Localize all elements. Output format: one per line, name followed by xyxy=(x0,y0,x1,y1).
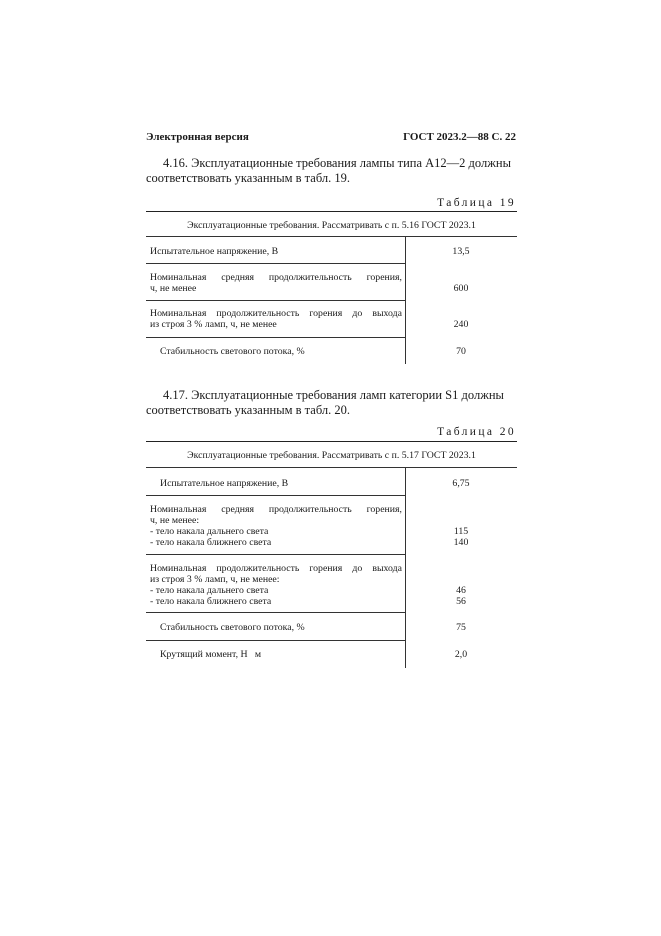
table-20-header: Эксплуатационные требования. Рассматривать с п. 5.17 ГОСТ 2023.1 xyxy=(187,450,476,461)
table-20-row5-value: 2,0 xyxy=(454,649,468,660)
table-20-row-separator xyxy=(146,554,405,555)
table-20-top-rule xyxy=(146,441,517,442)
table-20-row2-label-line2: ч, не менее: xyxy=(150,515,200,526)
table-20-row2-label-line3: - тело накала дальнего света xyxy=(150,526,269,537)
table-20-row3-value1: 46 xyxy=(456,585,466,596)
table-20-row2-label-line4: - тело накала ближнего света xyxy=(150,537,272,548)
table-20-caption: Таблица 20 xyxy=(437,426,516,438)
table-20-row-separator xyxy=(146,495,405,496)
table-20-row4-label: Стабильность светового потока, % xyxy=(160,622,305,633)
table-20-row3-label-line2: из строя 3 % ламп, ч, не менее: xyxy=(150,574,280,585)
paragraph-4-17-line1: 4.17. Эксплуатационные требования ламп категории S1 должны xyxy=(163,388,504,402)
header-right: ГОСТ 2023.2—88 С. 22 xyxy=(403,131,516,143)
table-20-row2-label-line1: Номинальная средняя продолжительность горения, xyxy=(150,504,402,515)
table-19-header: Эксплуатационные требования. Рассматривать с п. 5.16 ГОСТ 2023.1 xyxy=(187,220,476,231)
table-19-row4-value: 70 xyxy=(456,346,466,357)
table-20-row2-label xyxy=(150,504,402,548)
table-19-header-rule xyxy=(146,236,517,237)
table-19-row2-value: 600 xyxy=(453,283,469,294)
table-20-row5-label: Крутящий момент, Н м xyxy=(160,649,262,660)
table-20-row3-label-line1: Номинальная продолжительность горения до выхода xyxy=(150,563,402,574)
table-20-row4-value: 75 xyxy=(456,622,466,633)
table-20-row2-value1: 115 xyxy=(453,526,469,537)
table-20-row1-label: Испытательное напряжение, В xyxy=(160,478,289,489)
paragraph-4-16 xyxy=(146,156,516,186)
table-20-row3-label-line4: - тело накала ближнего света xyxy=(150,596,272,607)
table-19-row4-label: Стабильность светового потока, % xyxy=(160,346,305,357)
table-19-row-separator xyxy=(146,300,405,301)
table-19-row-separator xyxy=(146,263,405,264)
table-20-header-rule xyxy=(146,467,517,468)
table-19-top-rule xyxy=(146,211,517,212)
table-19-row1-label: Испытательное напряжение, В xyxy=(150,246,279,257)
table-20-row3-label-line3: - тело накала дальнего света xyxy=(150,585,269,596)
table-19-row1-value: 13,5 xyxy=(452,246,470,257)
table-20-row3-value2: 56 xyxy=(456,596,466,607)
paragraph-4-16-line1: 4.16. Эксплуатационные требования лампы типа А12—2 должны xyxy=(163,156,511,170)
table-20-row2-value2: 140 xyxy=(453,537,469,548)
table-19-caption: Таблица 19 xyxy=(437,197,516,209)
paragraph-4-16-line2: соответствовать указанным в табл. 19. xyxy=(146,171,350,185)
paragraph-4-17-line2: соответствовать указанным в табл. 20. xyxy=(146,403,350,417)
header-left: Электронная версия xyxy=(146,131,249,143)
paragraph-4-17 xyxy=(146,388,516,418)
table-19-row3-value: 240 xyxy=(453,319,469,330)
table-20-row1-value: 6,75 xyxy=(452,478,470,489)
table-19-row-separator xyxy=(146,337,405,338)
table-20-row3-label xyxy=(150,563,402,607)
table-19-row3-label: Номинальная продолжительность горения до выхода из строя 3 % ламп, ч, не менее xyxy=(150,308,402,330)
table-20-row-separator xyxy=(146,612,405,613)
table-20-column-divider xyxy=(405,467,406,668)
table-20-row-separator xyxy=(146,640,405,641)
table-19-row2-label: Номинальная средняя продолжительность горения, ч, не менее xyxy=(150,272,402,294)
